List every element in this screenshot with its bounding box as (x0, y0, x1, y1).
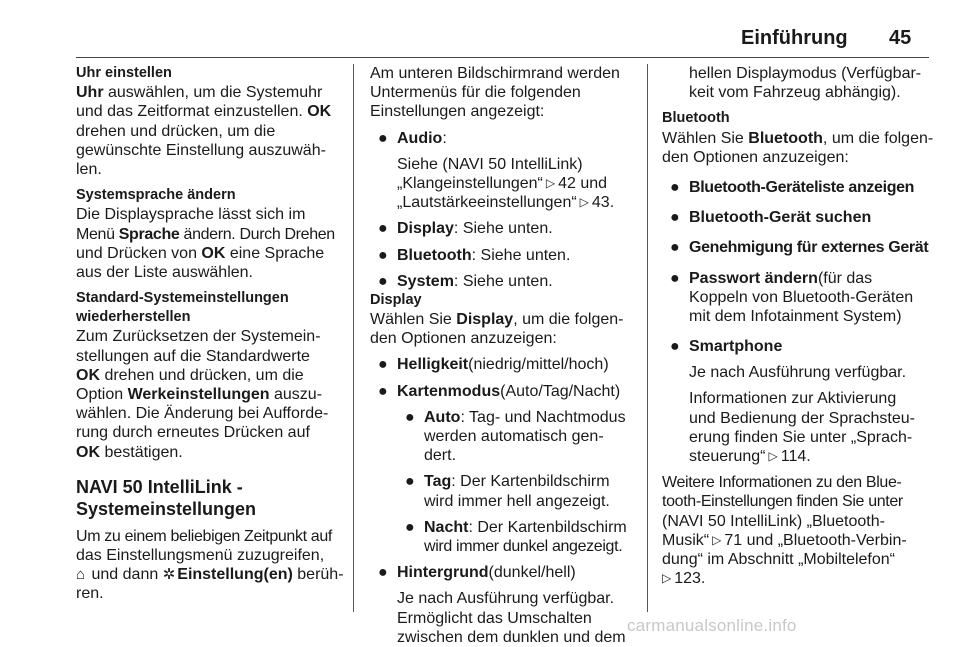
bullet-icon: ● (378, 129, 388, 147)
text-line: erung finden Sie unter „Sprach- (689, 428, 913, 446)
list-item: ● Audio : (370, 129, 642, 148)
text-line: stellungen auf die Standardwerte (76, 347, 310, 365)
text-line: gewünschte Einstellung auszuwäh- (76, 141, 326, 159)
text-line: „Lautstärkeeinstellungen“ ▷ 43. (397, 194, 615, 212)
page-ref-icon: ▷ (712, 532, 722, 547)
text-line: keit vom Fahrzeug abhängig). (689, 84, 901, 102)
text-line: den Optionen anzuzeigen: (662, 148, 849, 166)
text-line: Menü Sprache ändern. Durch Drehen (76, 225, 335, 243)
text-line: Informationen zur Aktivierung (689, 390, 897, 408)
column-divider (647, 64, 648, 612)
text-line: drehen und drücken, um die (76, 122, 276, 140)
settings-gear-icon: ✲ (162, 566, 176, 584)
bullet-icon: ● (670, 178, 680, 196)
text-line: hellen Displaymodus (Verfügbar- (689, 65, 922, 82)
text-line: wählen. Die Änderung bei Aufforde- (76, 405, 329, 423)
text-line: dung“ im Abschnitt „Mobiltelefon“ (662, 550, 895, 568)
text-line: mit dem Infotainment System) (689, 307, 902, 325)
text-line: Musik“ ▷ 71 und „Bluetooth-Verbin- (662, 531, 907, 549)
header-rule (76, 57, 929, 58)
bullet-icon: ● (378, 564, 388, 582)
page-ref-icon: ▷ (545, 175, 556, 190)
text-line: Zum Zurücksetzen der Systemein- (76, 328, 321, 346)
list-item: ● Smartphone (662, 337, 934, 356)
list-item: ● Hintergrund (dunkel/hell) (370, 563, 642, 582)
column-divider (353, 64, 354, 612)
bullet-icon: ● (378, 272, 388, 290)
list-item: ● Bluetooth-Geräteliste anzeigen (662, 178, 934, 197)
text-line: und das Zeitformat einzustellen. OK (76, 103, 332, 121)
text-line: Untermenüs für die folgenden (370, 84, 581, 102)
text-line: werden automatisch gen- (424, 428, 604, 445)
text-line: das Einstellungsmenü zuzugreifen, (76, 546, 325, 564)
bullet-icon: ● (378, 220, 388, 238)
text-line: rung durch erneutes Drücken auf (76, 424, 310, 442)
list-item: ● Passwort ändern (für das (662, 269, 934, 288)
text-line: „Klangeinstellungen“ ▷ 42 und (397, 174, 608, 192)
list-item: ● Bluetooth-Gerät suchen (662, 208, 934, 227)
home-icon: ⌂ (76, 566, 86, 584)
bullet-icon: ● (405, 518, 415, 536)
list-item: ● Helligkeit (niedrig/mittel/hoch) (370, 355, 642, 374)
page-ref-icon: ▷ (579, 195, 589, 210)
page-header (0, 0, 960, 62)
language-heading: Systemsprache ändern (76, 187, 236, 204)
bullet-icon: ● (378, 382, 388, 400)
bullet-icon: ● (378, 246, 388, 264)
reset-heading: wiederherstellen (76, 309, 191, 326)
list-item: ● Bluetooth : Siehe unten. (370, 246, 642, 265)
section-title: Systemeinstellungen (76, 498, 257, 519)
section-title: NAVI 50 IntelliLink - (76, 476, 243, 497)
list-item: ● Tag : Der Kartenbildschirm (370, 472, 642, 491)
column-left (76, 64, 348, 604)
text-line: Koppeln von Bluetooth-Geräten (689, 288, 914, 306)
page-title: Einführung (741, 27, 848, 49)
text-line: den Optionen anzuzeigen: (370, 330, 557, 348)
page-number: 45 (889, 27, 912, 49)
text-line: OK bestätigen. (76, 443, 183, 461)
display-heading: Display (370, 291, 422, 308)
bullet-icon: ● (670, 209, 680, 227)
text-line: ▷ 123. (662, 570, 706, 588)
page-ref-icon: ▷ (662, 571, 672, 586)
text-line: dert. (424, 447, 457, 465)
bullet-icon: ● (378, 356, 388, 374)
text-line: wird immer dunkel angezeigt. (424, 537, 623, 555)
column-middle (370, 64, 642, 647)
column-right (662, 64, 934, 588)
list-item: ● Kartenmodus (Auto/Tag/Nacht) (370, 382, 642, 401)
bullet-icon: ● (670, 269, 680, 287)
page-ref-icon: ▷ (768, 449, 778, 463)
text-line: tooth-Einstellungen finden Sie unter (662, 493, 903, 511)
text-line: Am unteren Bildschirmrand werden (370, 65, 620, 82)
text-line: Einstellungen angezeigt: (370, 103, 545, 121)
text-line: zwischen dem dunklen und dem (397, 628, 626, 646)
text-line: und Drücken von OK eine Sprache (76, 244, 325, 262)
text-line: (NAVI 50 IntelliLink) „Bluetooth- (662, 512, 885, 530)
list-item: ● Auto : Tag- und Nachtmodus (370, 408, 642, 427)
text-line: Siehe (NAVI 50 IntelliLink) (397, 155, 583, 173)
list-item: ● Genehmigung für externes Gerät (662, 238, 934, 257)
list-item: ● System : Siehe unten. (370, 272, 642, 291)
text-line: Wählen Sie Display, um die folgen- (370, 311, 624, 329)
text-line: OK drehen und drücken, um die (76, 366, 304, 384)
bullet-icon: ● (670, 338, 680, 356)
text-line: Weitere Informationen zu den Blue- (662, 474, 902, 492)
reset-heading: Standard-Systemeinstellungen (76, 290, 289, 307)
text-line: Ermöglicht das Umschalten (397, 609, 592, 627)
text-line: Wählen Sie Bluetooth, um die folgen- (662, 129, 934, 147)
watermark: carmanualsonline.info (627, 616, 797, 635)
text-line: len. (76, 160, 102, 178)
text-line: Um zu einem beliebigen Zeitpunkt auf (76, 527, 332, 545)
text-line: aus der Liste auswählen. (76, 263, 253, 281)
list-item: ● Display : Siehe unten. (370, 219, 642, 238)
text-line: und Bedienung der Sprachsteu- (689, 409, 915, 427)
bluetooth-heading: Bluetooth (662, 110, 730, 127)
clock-heading: Uhr einstellen (76, 65, 172, 81)
text-line: ren. (76, 585, 104, 603)
text-line: Uhr auswählen, um die Systemuhr (76, 84, 323, 102)
text-line: Die Displaysprache lässt sich im (76, 206, 306, 224)
list-item: ● Nacht : Der Kartenbildschirm (370, 518, 642, 537)
text-line: Je nach Ausführung verfügbar. (689, 364, 907, 382)
text-line: steuerung“ ▷ 114. (689, 448, 811, 465)
text-line: Option Werkeinstellungen auszu- (76, 386, 323, 403)
bullet-icon: ● (405, 408, 415, 426)
text-line: Je nach Ausführung verfügbar. (397, 590, 615, 608)
text-line: ⌂ und dann ✲ Einstellung(en) berüh- (76, 566, 344, 584)
bullet-icon: ● (405, 473, 415, 491)
bullet-icon: ● (670, 239, 680, 257)
text-line: wird immer hell angezeigt. (424, 492, 610, 510)
